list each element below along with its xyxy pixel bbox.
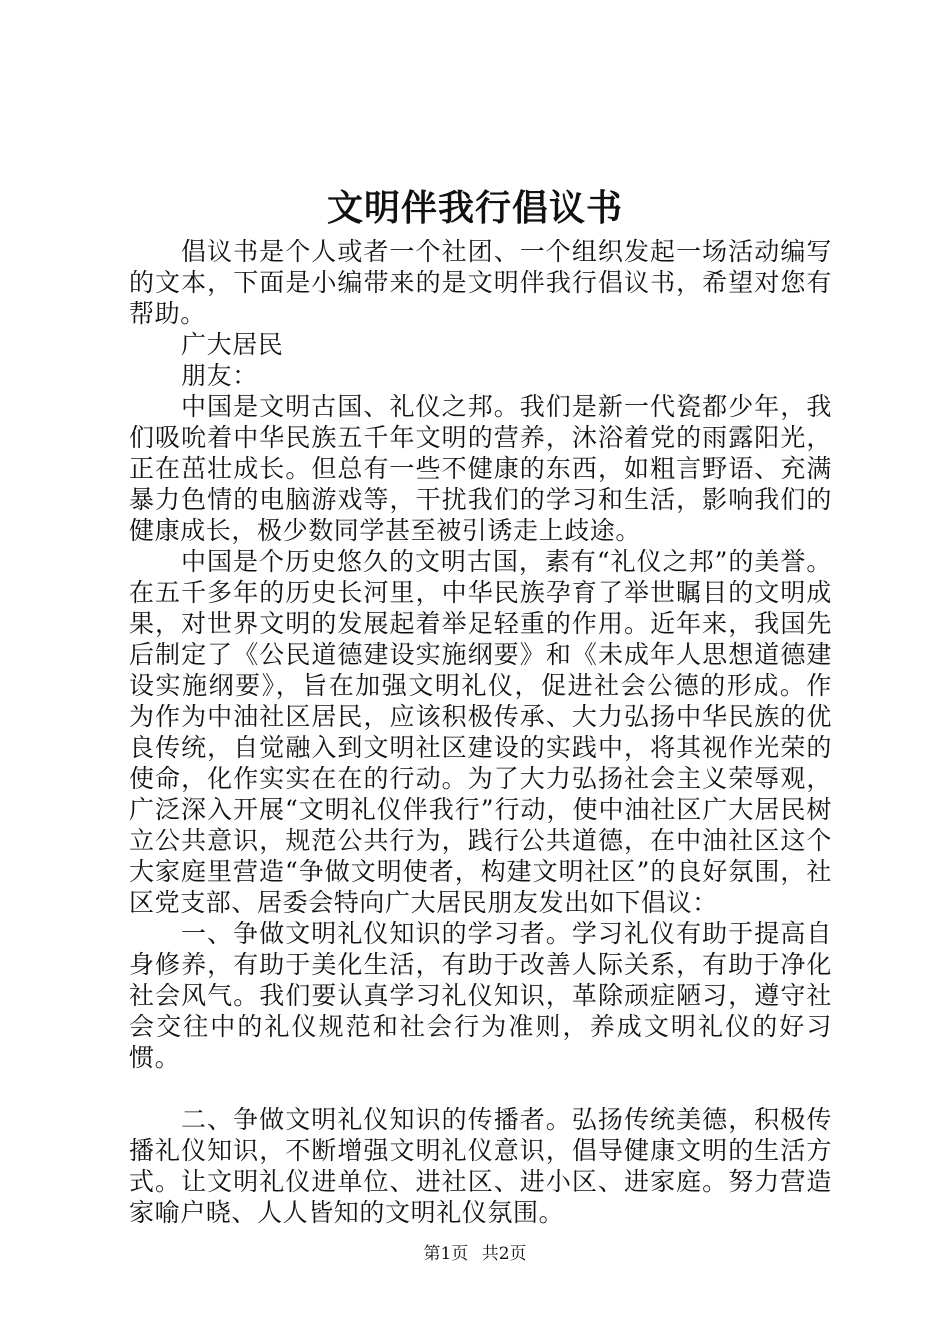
body-paragraph-2: 中国是个历史悠久的文明古国，素有“礼仪之邦”的美誉。在五千多年的历史长河里，中华民族孕育了举世瞩目的文明成果，对世界文明的发展起着举足轻重的作用。近年来，我国先后制定了《公民道德建设实施纲要》和《未成年人思想道德建设实施纲要》，旨在加强文明礼仪，促进社会公德的形成。作为作为中油社区居民，应该积极传承、大力弘扬中华民族的优良传统，自觉融入到文明社区建设的实践中，将其视作光荣的使命，化作实实在在的行动。为了大力弘扬社会主义荣辱观，广泛深入开展“文明礼仪伴我行”行动，使中油社区广大居民树立公共意识，规范公共行为，践行公共道德，在中油社区这个大家庭里营造“争做文明使者，构建文明社区”的良好氛围，社区党支部、居委会特向广大居民朋友发出如下倡议： xyxy=(129,547,832,917)
proposal-item-2: 二、争做文明礼仪知识的传播者。弘扬传统美德，积极传播礼仪知识，不断增强文明礼仪意识，倡导健康文明的生活方式。让文明礼仪进单位、进社区、进小区、进家庭。努力营造家喻户晓、人人皆知的文明礼仪氛围。 xyxy=(129,1105,832,1227)
page-total: 共2页 xyxy=(481,1244,527,1264)
page-footer xyxy=(0,1242,950,1266)
document-title: 文明伴我行倡议书 xyxy=(326,187,623,229)
proposal-item-1: 一、争做文明礼仪知识的学习者。学习礼仪有助于提高自身修养，有助于美化生活，有助于改善人际关系，有助于净化社会风气。我们要认真学习礼仪知识，革除顽症陋习，遵守社会交往中的礼仪规范和社会行为准则，养成文明礼仪的好习惯。 xyxy=(129,919,832,1072)
body-paragraph-1: 中国是文明古国、礼仪之邦。我们是新一代瓷都少年，我们吸吮着中华民族五千年文明的营养，沐浴着党的雨露阳光，正在茁壮成长。但总有一些不健康的东西，如粗言野语、充满暴力色情的电脑游戏等，干扰我们的学习和生活，影响我们的健康成长，极少数同学甚至被引诱走上歧途。 xyxy=(129,392,832,545)
salutation-line-1: 广大居民 xyxy=(181,330,284,359)
salutation-line-2: 朋友： xyxy=(181,361,258,390)
intro-paragraph: 倡议书是个人或者一个社团、一个组织发起一场活动编写的文本，下面是小编带来的是文明伴我行倡议书，希望对您有帮助。 xyxy=(129,237,832,328)
page-number: 第1页 xyxy=(423,1244,469,1264)
document-body xyxy=(129,236,832,1228)
